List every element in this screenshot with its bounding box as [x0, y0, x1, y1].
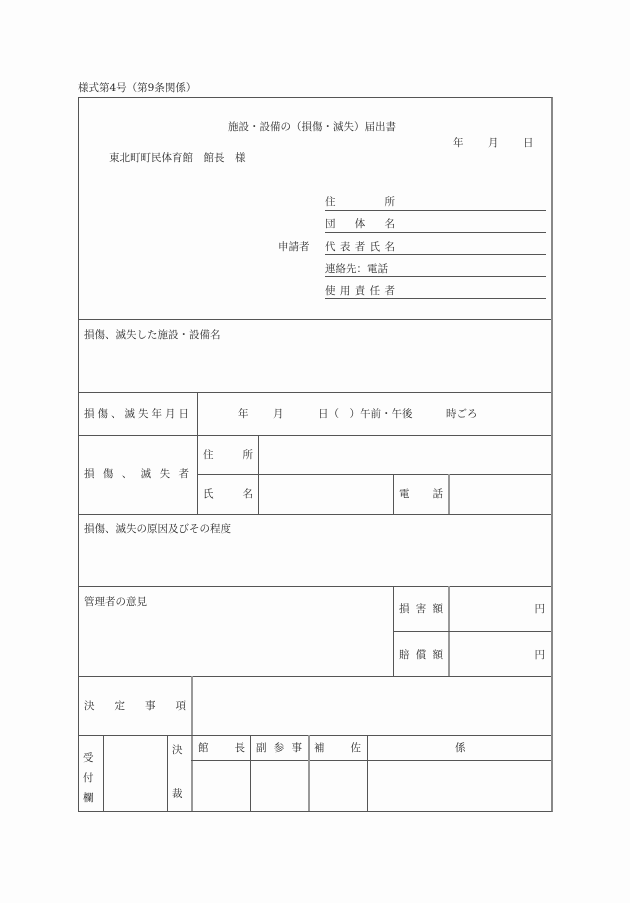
yen-unit: 円	[534, 649, 545, 661]
cause-field[interactable]	[79, 536, 550, 584]
applicant-phone-field[interactable]	[325, 276, 546, 277]
loss-person-address-field[interactable]	[259, 436, 550, 474]
approval-staff-stamp[interactable]	[368, 761, 550, 810]
form-number: 様式第4号（第9条関係）	[78, 82, 197, 94]
date-year: 年	[453, 137, 464, 149]
compensation-amount-field[interactable]	[451, 632, 550, 675]
applicant-user-label: 使 用 責 任 者	[325, 285, 395, 297]
approval-deputy-label: 副 参 事	[256, 742, 302, 754]
approval-deputy-stamp[interactable]	[251, 761, 307, 810]
applicant-group-field[interactable]	[325, 232, 546, 233]
cause-label: 損傷、滅失の原因及びその程度	[84, 523, 231, 535]
approval-assistant-label: 補 佐	[314, 742, 361, 754]
applicant-label: 申請者	[278, 241, 310, 253]
manager-opinion-label: 管理者の意見	[84, 596, 147, 608]
applicant-phone-label: 連絡先：電話	[325, 263, 388, 275]
date-month: 月	[488, 137, 499, 149]
applicant-address-label: 住 所	[325, 196, 395, 208]
loss-person-phone-label: 電 話	[399, 488, 443, 500]
loss-person-phone-field[interactable]	[451, 475, 550, 513]
loss-date-label: 損 傷 、 滅 失 年 月 日	[84, 408, 189, 420]
loss-person-name-label: 氏 名	[203, 488, 253, 500]
divider	[78, 319, 551, 320]
approval-assistant-stamp[interactable]	[310, 761, 366, 810]
divider	[197, 392, 198, 514]
approval-staff-label: 係	[455, 742, 466, 754]
manager-opinion-field[interactable]	[79, 609, 391, 674]
loss-person-label: 損 傷 、 滅 失 者	[84, 468, 189, 480]
decision-field[interactable]	[193, 677, 550, 734]
loss-person-name-field[interactable]	[259, 475, 392, 513]
damage-amount-label: 損 害 額	[399, 603, 443, 615]
divider	[393, 474, 394, 514]
damage-amount-field[interactable]	[451, 587, 550, 630]
applicant-address-field[interactable]	[325, 210, 546, 211]
form-title: 施設・設備の（損傷・滅失）届出書	[228, 121, 396, 133]
facility-name-field[interactable]	[79, 340, 550, 390]
divider	[78, 514, 551, 515]
reception-label: 受 付 欄	[83, 752, 94, 804]
date-day: 日	[523, 137, 534, 149]
compensation-amount-label: 賠 償 額	[399, 649, 443, 661]
applicant-user-field[interactable]	[325, 298, 546, 299]
facility-name-label: 損傷、滅失した施設・設備名	[84, 329, 221, 341]
approval-director-stamp[interactable]	[192, 761, 249, 810]
yen-unit: 円	[534, 603, 545, 615]
applicant-representative-label: 代 表 者 氏 名	[325, 241, 395, 253]
divider	[448, 474, 450, 514]
reception-field[interactable]	[104, 736, 166, 810]
applicant-representative-field[interactable]	[325, 254, 546, 255]
divider	[167, 735, 168, 811]
divider	[78, 392, 551, 393]
decision-label: 決 定 事 項	[84, 700, 186, 712]
applicant-group-label: 団 体 名	[325, 218, 395, 230]
approval-label: 決 裁	[172, 744, 183, 800]
loss-person-address-label: 住 所	[203, 449, 253, 461]
approval-director-label: 館 長	[198, 742, 245, 754]
addressee: 東北町町民体育館 館長 様	[109, 152, 246, 164]
